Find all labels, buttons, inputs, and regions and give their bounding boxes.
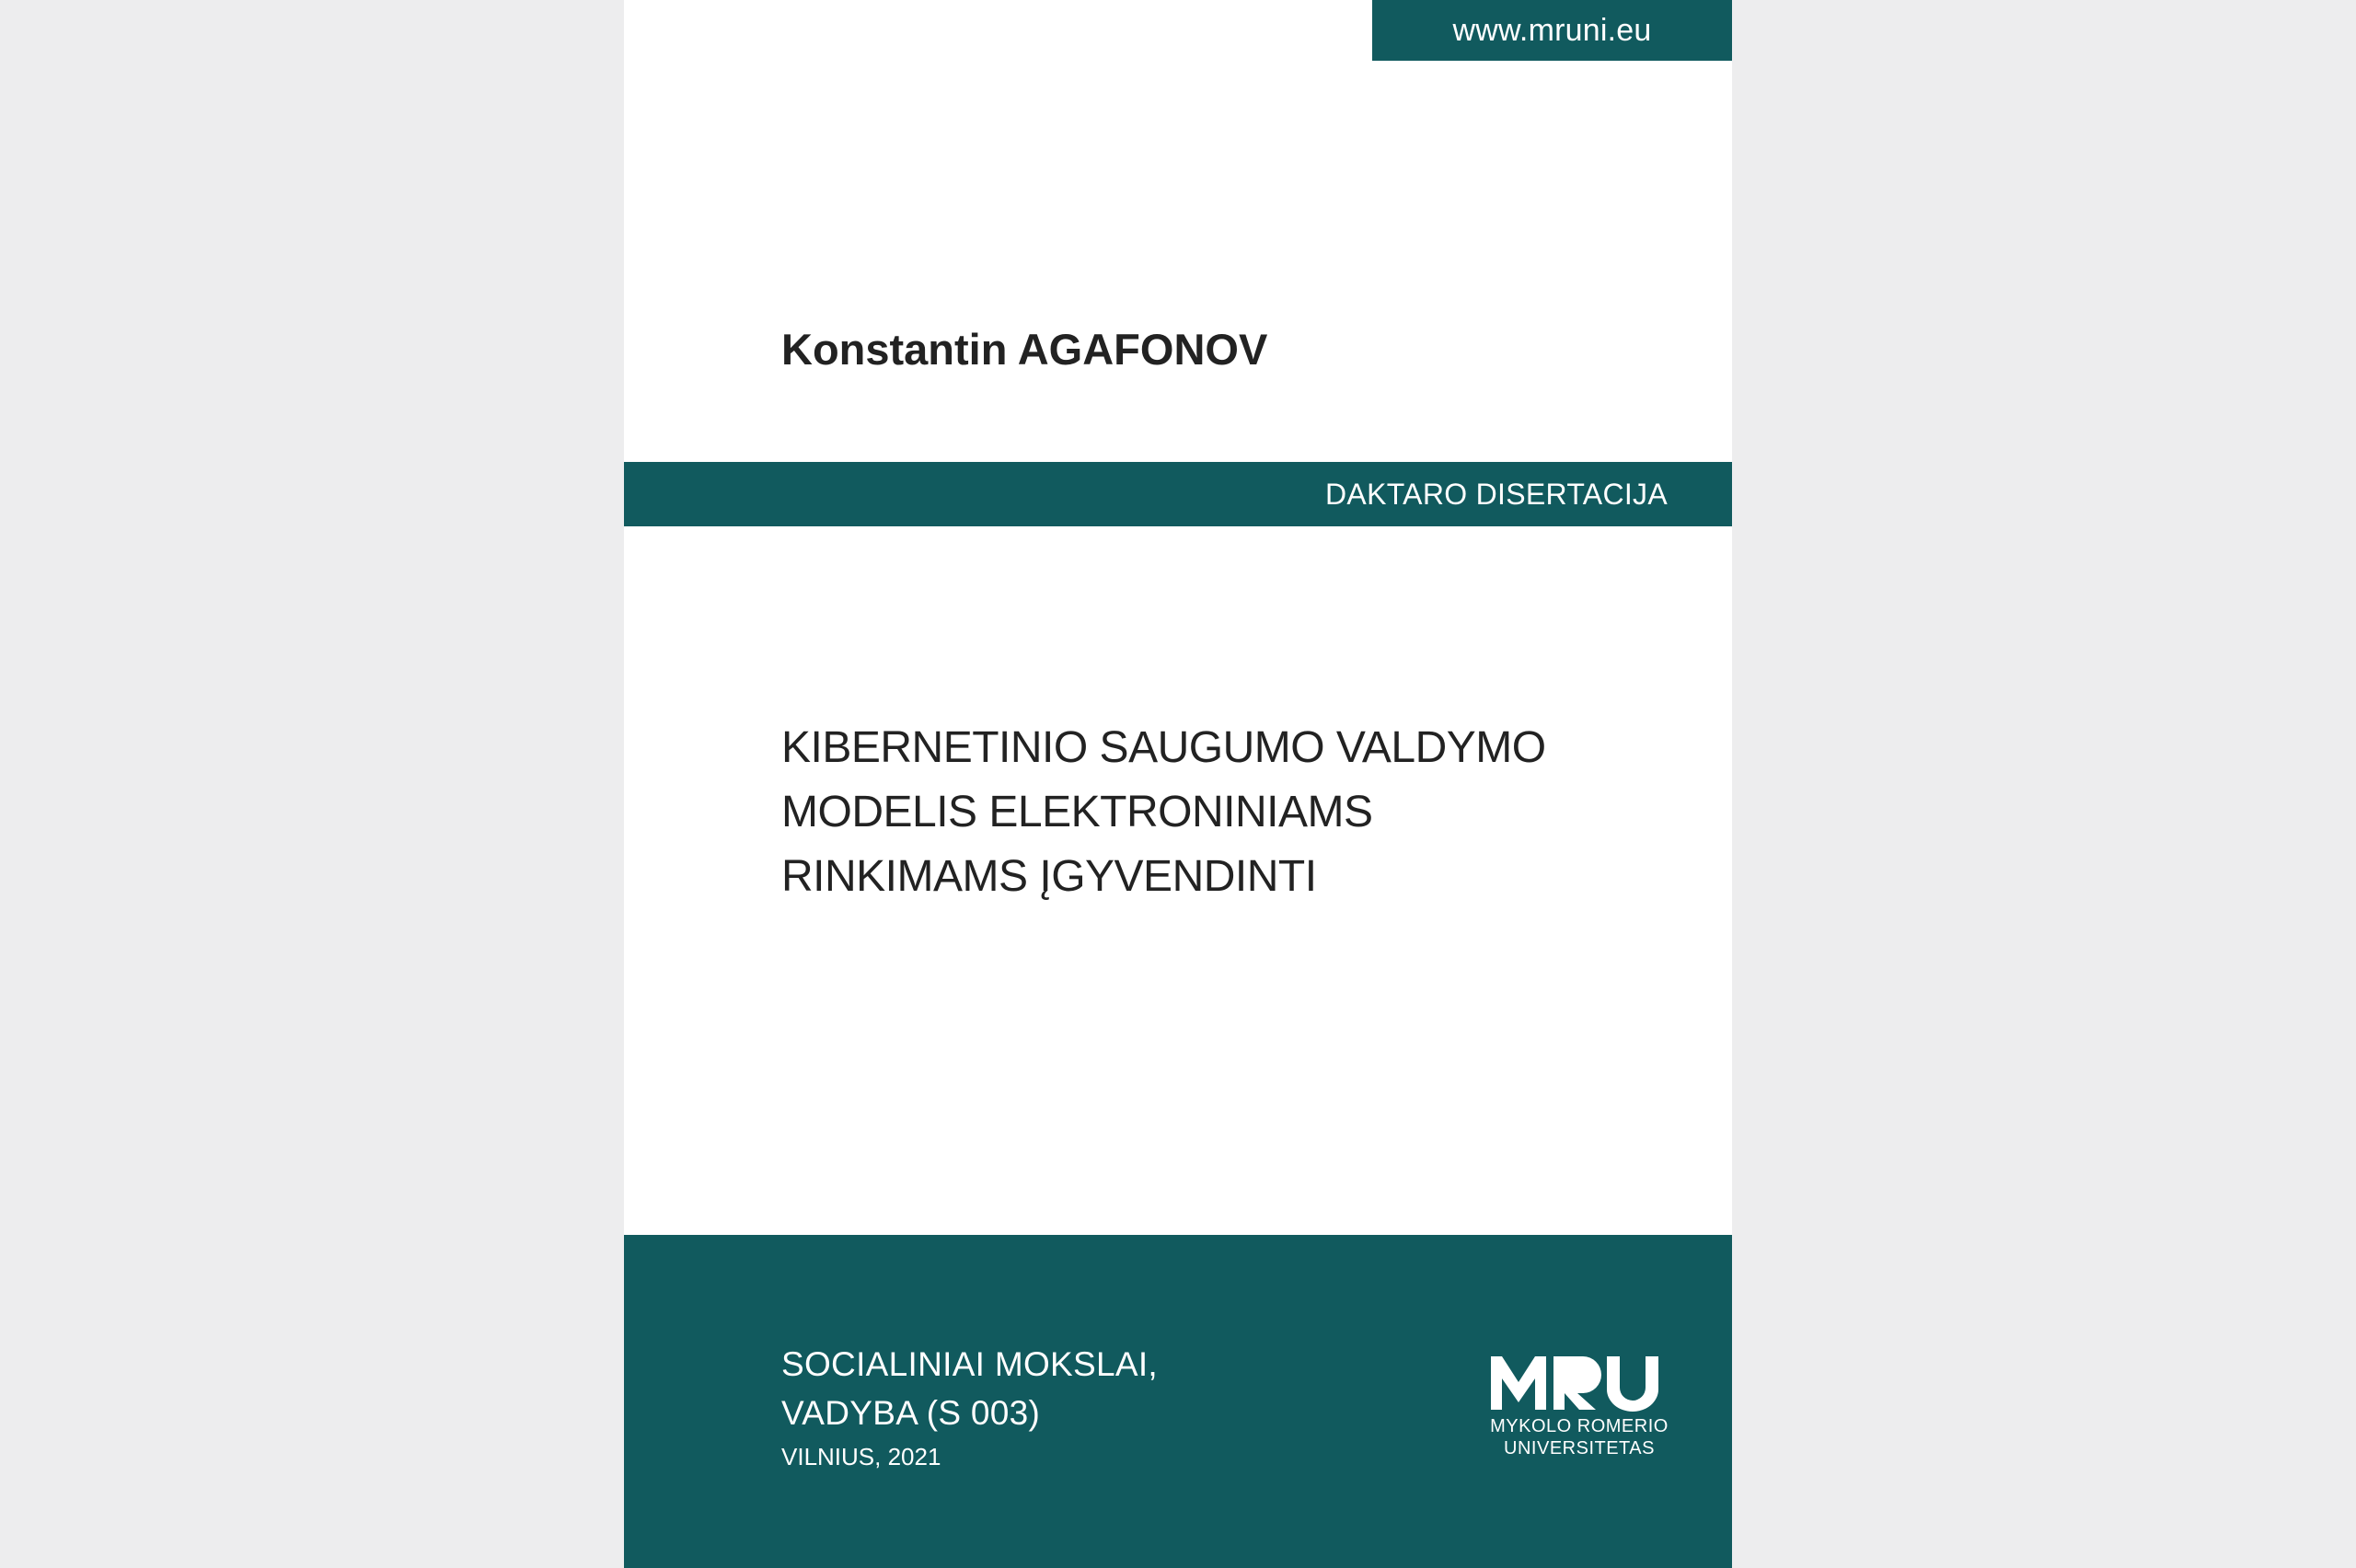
mru-logo-mark-icon [1487, 1355, 1671, 1412]
place-and-year: VILNIUS, 2021 [781, 1443, 941, 1470]
cover-footer [624, 1235, 1732, 1568]
document-type-band [624, 462, 1732, 526]
book-cover [624, 0, 1732, 1568]
mru-logo [1487, 1355, 1671, 1459]
document-type-label: DAKTARO DISERTACIJA [1325, 478, 1668, 511]
university-name [1487, 1415, 1671, 1459]
dissertation-title [781, 716, 1546, 909]
title-line-3: RINKIMAMS ĮGYVENDINTI [781, 852, 1317, 901]
website-url: www.mruni.eu [1372, 0, 1732, 61]
science-field-line-2: VADYBA (S 003) [781, 1394, 1041, 1432]
author-name: Konstantin AGAFONOV [781, 325, 1268, 374]
science-field-line-1: SOCIALINIAI MOKSLAI, [781, 1345, 1159, 1383]
title-line-1: KIBERNETINIO SAUGUMO VALDYMO [781, 723, 1546, 772]
university-name-line-1: MYKOLO ROMERIO [1490, 1416, 1669, 1436]
title-line-2: MODELIS ELEKTRONINIAMS [781, 788, 1373, 836]
university-name-line-2: UNIVERSITETAS [1504, 1438, 1655, 1458]
